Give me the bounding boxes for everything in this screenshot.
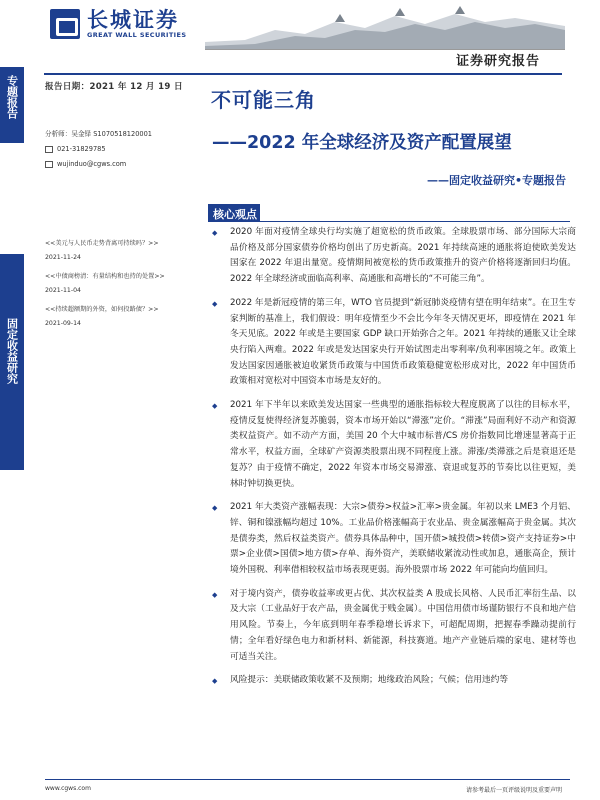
paragraph: ◆ 2022 年是新冠疫情的第三年，WTO 官员提到“新冠肺炎疫情有望在明年结束”。在卫生专家判断的基准上，我们假设：明年疫情至少不会比今年冬天情况更坏，即疫情在 2021 年冬天见底。2022 年或是主要国家 GDP 缺口开始弥合之年。2021 年持续的通胀又让全球央行陷入两难。2022 年或是发达国家央行开始试图走出零利率/负利率困境之年。政策上发达国家因通胀被迫收紧货币政策与中国货币政策稳健宽松形成对比，2022 年中国货币政策相对宽松对中国资本市场是友好的。 [208, 296, 576, 390]
analyst-email: wujinduo@cgws.com [45, 157, 152, 172]
analyst-name: 分析师：吴金铎 S1070518120001 [45, 130, 152, 138]
paragraph: ◆ 2021 年下半年以来欧美发达国家一些典型的通胀指标较大程度脱离了以往的目标水平，疫情反复使得经济复苏脆弱，资本市场开始以“滞涨”定价。“滞涨”局面利好不动产和资源类权益资产。如不动产方面，美国 20 个大中城市标普/CS 房价指数同比增速显著高于正常水平，权益方面，全球矿产资源类股票出现不同程度上涨。滞涨/类滞涨之后是衰退还是复苏？由于疫情不确定，2022 年资本市场交易滞涨、衰退或复苏的节奏比以往更短，美林时钟切换更快。 [208, 398, 576, 492]
risk-warning: ◆ 风险提示：美联储政策收紧不及预期；地缘政治风险；气候；信用违约等 [208, 673, 576, 690]
great-wall-silhouette-icon [205, 0, 565, 50]
analyst-phone: 021-31829785 [45, 142, 152, 157]
related-report[interactable]: <<中债商榜清：有量结构和也持的处置>> 2021-11-04 [45, 273, 165, 294]
phone-icon [45, 146, 53, 153]
paragraph: ◆ 2020 年面对疫情全球央行均实施了超宽松的货币政策。全球股票市场、部分国际大宗商品价格及部分国家债券价格均创出了历史新高。2021 年持续高速的通胀将迫使欧美发达国家在 2022 年退出量宽。疫情期间被宽松的货币政策推升的资产价格将逐渐回归均值。2022 年全球经济或面临高利率、高通胀和高增长的“不可能三角”。 [208, 225, 576, 288]
brand-logo [50, 8, 186, 39]
report-series: ——固定收益研究•专题报告 [426, 174, 566, 187]
related-reports [45, 237, 205, 336]
section-heading: 核心观点 [208, 204, 260, 222]
great-wall-logo-icon [50, 9, 80, 39]
section-rule [208, 221, 570, 222]
bullet-icon: ◆ [212, 677, 218, 686]
sidebar-tag-top: 专题报告 [0, 67, 24, 143]
paragraph: ◆ 2021 年大类资产涨幅表现：大宗>债券>权益>汇率>贵金属。年初以来 LME3 个月铝、锌、铜和镍涨幅均超过 10%。工业品价格涨幅高于农业品、贵金属涨幅高于贵金属。其次是债券类，然后权益类资产。债券具体品种中，国开债>城投债>转债>资产支持证券>中票>企业债>国债>地方债>存单、海外资产，美联储收紧流动性或加息，通胀高企，预计境外国税、利率借相较权益市场表现更弱。海外股票市场 2022 年可能向均值回归。 [208, 500, 576, 579]
paragraph: ◆ 对于境内资产，债券收益率或更占优、其次权益类 A 股成长风格、人民币汇率衍生品、以及大宗（工业品好于农产品，贵金属优于贱金属）。中国信用债市场谨防银行不良和地产信用风险。节奏上，今年底到明年春季稳增长诉求下，可超配周期，把握春季躁动提前行情；全年看好绿色电力和新材料、新能源，科技赛道。地产产业链后端的家电、建材等也可适当关注。 [208, 587, 576, 666]
footer-disclaimer: 请参考最后一页评级说明及重要声明 [465, 787, 562, 794]
brand-name-cn: 长城证券 [87, 7, 179, 32]
bullet-icon: ◆ [212, 229, 218, 237]
key-points [208, 225, 576, 690]
report-title: 不可能三角 [211, 88, 316, 112]
analyst-info [45, 127, 152, 172]
sidebar-tag-mid: 固定收益研究 [0, 254, 24, 470]
great-wall-banner [205, 0, 565, 50]
email-icon [45, 161, 53, 168]
report-type: 证券研究报告 [455, 54, 540, 69]
header-rule [44, 73, 562, 75]
sidebar [0, 67, 24, 143]
report-subtitle: ——2022 年全球经济及资产配置展望 [212, 133, 512, 153]
footer-url[interactable]: www.cgws.com [45, 785, 91, 792]
report-date: 报告日期：2021 年 12 月 19 日 [45, 82, 183, 92]
related-report[interactable]: <<持续超额期的外资，如何投路债？>> 2021-09-14 [45, 306, 159, 327]
footer-rule [45, 779, 570, 780]
bullet-icon: ◆ [212, 299, 218, 308]
bullet-icon: ◆ [212, 590, 218, 599]
related-report[interactable]: <<美元与人民币走势背离可持续吗？>> 2021-11-24 [45, 240, 159, 261]
bullet-icon: ◆ [212, 504, 218, 513]
bullet-icon: ◆ [212, 402, 218, 411]
brand-name-en: GREAT WALL SECURITIES [87, 31, 187, 39]
